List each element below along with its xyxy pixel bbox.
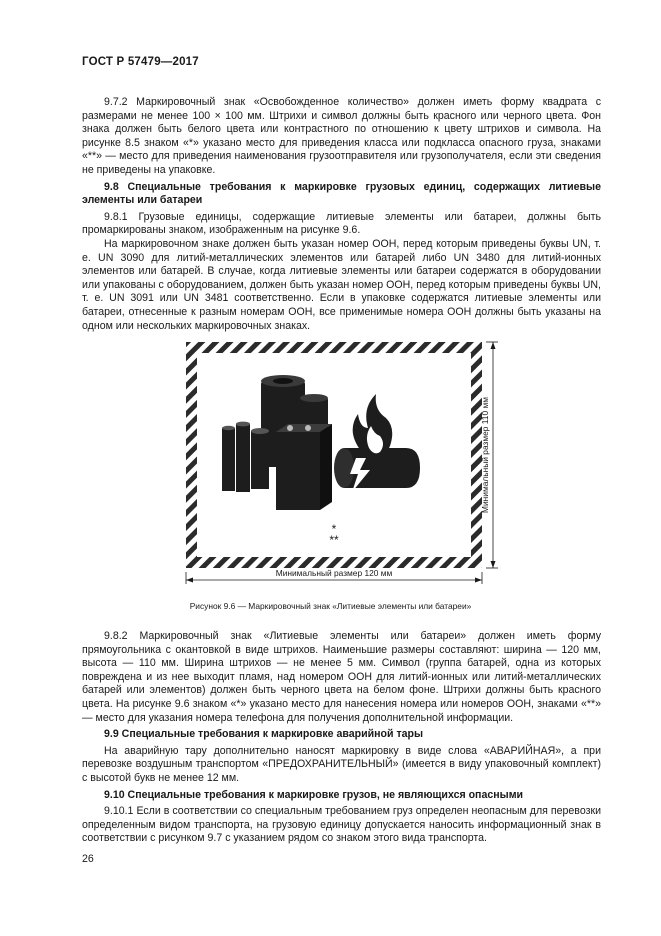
page-number: 26 [82, 853, 94, 865]
paragraph-9-7-2: 9.7.2 Маркировочный знак «Освобожденное количество» должен иметь форму квадрата с размерами не менее 100 × 100 мм. Штрихи и символ должны быть красного или черного цвета. Фон знака должен быть белого цвета или контрастного по отношению к цвету штрихов и символа. На рисунке 8.5 знаком «*» указано место для приведения класса или подкласса опасного груза, знаками «**» — место для приведения наименования грузоотправителя или грузополучателя, если эти сведения не приведены на упаковке. [82, 96, 601, 176]
phone-number-marker: ** [329, 533, 339, 547]
heading-9-8: 9.8 Специальные требования к маркировке грузовых единиц, содержащих литиевые элементы или батареи [82, 180, 601, 207]
paragraph-9-8-1-un: На маркировочном знаке должен быть указан номер ООН, перед которым приведены буквы UN, т. е. UN 3090 для литий-металлических элементов или батарей либо UN 3480 для литий-ионных элементов или батарей. В случае, когда литиевые элементы или батареи содержатся в оборудовании или упакованы с оборудованием, должен быть указан номер ООН, перед которым приведены буквы UN, т. е. UN 3091 или UN 3481 соответственно. Если в упаковке содержатся литиевые элементы или батареи, отнесенные к разным номерам ООН, все применимые номера ООН должны быть указаны на одном или нескольких маркировочных знаках. [82, 237, 601, 332]
paragraph-9-8-2: 9.8.2 Маркировочный знак «Литиевые элементы или батареи» должен иметь форму прямоугольника с окантовкой в виде штрихов. Наименьшие размеры составляют: ширина — 120 мм, высота — 110 мм. Ширина штрихов — не менее 5 мм. Символ (группа батарей, одна из которых повреждена и из нее выходит пламя, над номером ООН для литий-ионных или литий-металлических батарей или элементов) должен быть черного цвета на белом фоне. Штрихи должны быть красного цвета. На рисунке 9.6 знаком «*» указано место для нанесения номера или номеров ООН, знаками «**» — место для указания номера телефона для получения дополнительной информации. [82, 630, 601, 724]
un-number-marker: * [331, 522, 337, 536]
paragraph-9-8-1: 9.8.1 Грузовые единицы, содержащие литиевые элементы или батареи, должны быть промаркированы знаком, изображенным на рисунке 9.6. [82, 210, 601, 237]
figure-9-6-mark [176, 336, 516, 598]
width-label: Минимальный размер 120 мм [275, 568, 393, 578]
paragraph-9-10-1: 9.10.1 Если в соответствии со специальным требованием груз определен неопасным для перевозки определенным видом транспорта, на грузовую единицу допускается наносить информационный знак в соответствии с рисунком 9.7 с указанием рядом со знаком этого вида транспорта. [82, 805, 601, 845]
figure-caption: Рисунок 9.6 — Маркировочный знак «Литиевые элементы или батареи» [189, 601, 472, 611]
heading-9-10: 9.10 Специальные требования к маркировке грузов, не являющихся опасными [104, 788, 524, 801]
document-header: ГОСТ Р 57479—2017 [82, 56, 199, 68]
heading-9-9: 9.9 Специальные требования к маркировке аварийной тары [104, 728, 424, 741]
paragraph-9-9: На аварийную тару дополнительно наносят маркировку в виде слова «АВАРИЙНАЯ», а при перевозке воздушным транспортом «ПРЕДОХРАНИТЕЛЬНЫЙ» (имеется в виду упаковочный комплект) с высотой букв не менее 12 мм. [82, 744, 601, 784]
text-block-bottom [82, 630, 601, 846]
text-block-top [82, 96, 601, 333]
height-label: Минимальный размер 110 мм [480, 397, 490, 513]
